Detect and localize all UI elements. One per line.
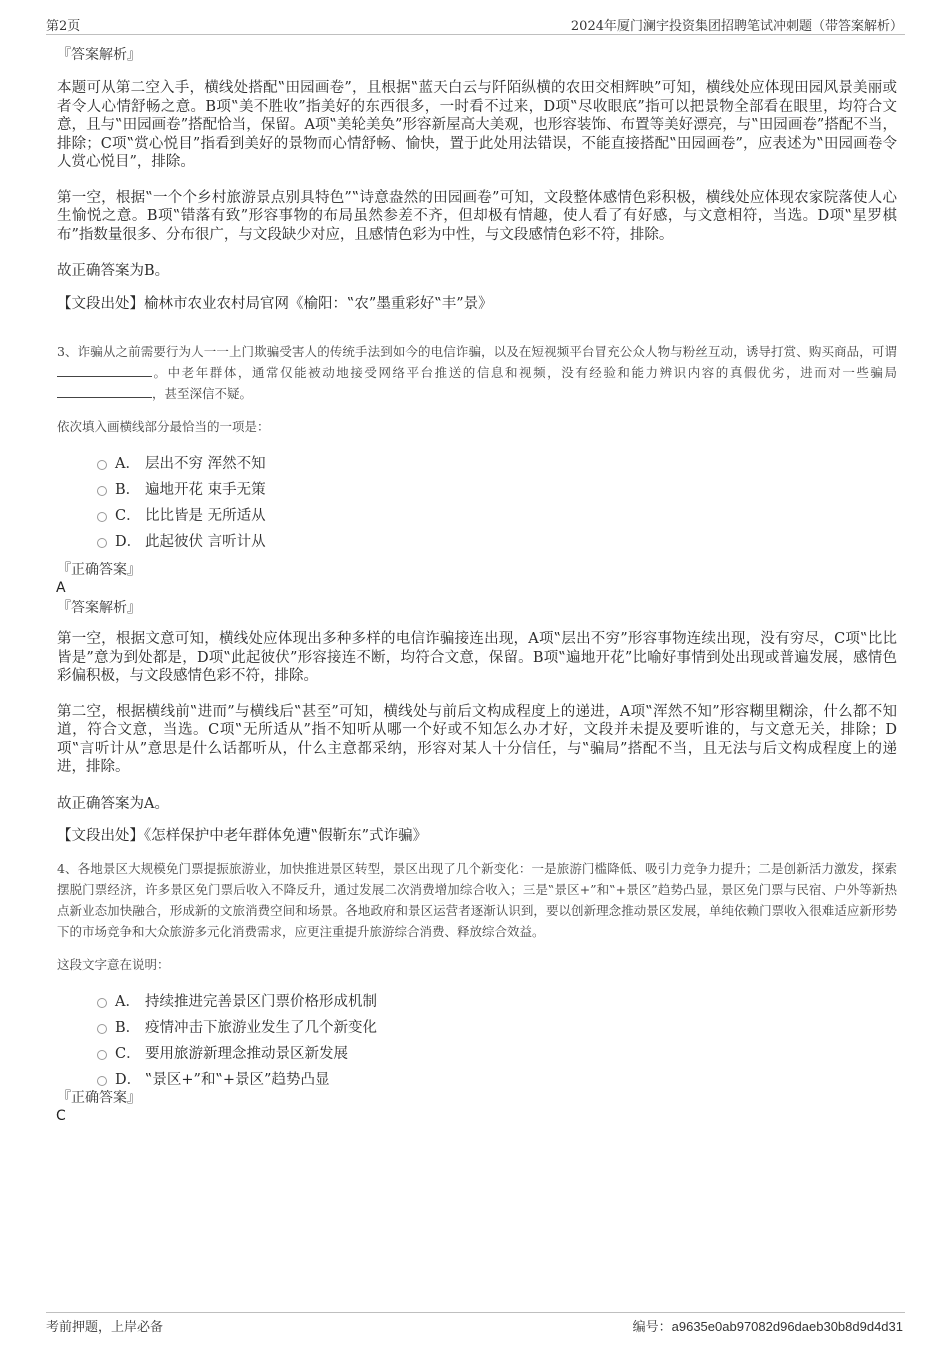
q2-analysis-paragraph-1: 本题可从第二空入手，横线处搭配‟田园画卷”，且根据‟蓝天白云与阡陌纵横的农田交相辉映”可知，横线处应体现田园风景美丽或者令人心情舒畅之意。B项‟美不胜收”指美好的东西很多，一时看不过来，D项‟尽收眼底”指可以把景物全部看在眼里，均符合文意，且与‟田园画卷”搭配恰当，保留。A项‟美轮美奂”形容新屋高大美观，也形容装饰、布置等美好漂亮，与‟田园画卷”搭配不当，排除；C项‟赏心悦目”指看到美好的景物而心情舒畅、愉快，置于此处用法错误，不能直接搭配‟田园画卷”，应表述为‟田园画卷令人赏心悦目”，排除。 [57,80,897,170]
radio-icon[interactable] [97,512,107,522]
q4-answer: C [56,1107,66,1124]
q3-option-c[interactable]: C． 比比皆是 无所适从 [95,503,897,529]
q3-blank-1 [57,364,152,377]
q3-option-b[interactable]: B． 遍地开花 束手无策 [95,477,897,503]
q3-stem [57,341,897,404]
q4-options [95,989,897,1093]
document-title: 2024年厦门澜宇投资集团招聘笔试冲刺题（带答案解析） [570,19,903,34]
q2-answer-statement: 故正确答案为B。 [57,263,170,279]
q2-analysis-label: 『答案解析』 [57,47,141,63]
q3-analysis-paragraph-1: 第一空，根据文意可知，横线处应体现出多种多样的电信诈骗接连出现，A项‟层出不穷”形容事物连续出现，没有穷尽，C项‟比比皆是”意为到处都是，D项‟此起彼伏”形容接连不断，均符合文意，保留。B项‟遍地开花”比喻好事情到处出现或普遍发展，感情色彩偏积极，与文段感情色彩不符，排除。 [57,631,897,684]
q2-analysis-paragraph-2: 第一空，根据‟一个个乡村旅游景点别具特色”‟诗意盎然的田园画卷”可知，文段整体感情色彩积极，横线处应体现农家院落使人心生愉悦之意。B项‟错落有致”形容事物的布局虽然参差不齐，但却极有情趣，使人看了有好感，与文意相符，当选。D项‟星罗棋布”指数量很多、分布很广，与文段缺少对应，且感情色彩为中性，与文段感情色彩不符，排除。 [57,189,897,243]
q3-analysis-label: 『答案解析』 [57,600,141,616]
q3-option-a[interactable]: A． 层出不穷 浑然不知 [95,451,897,477]
q4-option-d[interactable]: D． ‟景区+”和‟+景区”趋势凸显 [95,1067,897,1093]
radio-icon[interactable] [97,1050,107,1060]
q4-option-c[interactable]: C． 要用旅游新理念推动景区新发展 [95,1041,897,1067]
q4-option-b[interactable]: B． 疫情冲击下旅游业发生了几个新变化 [95,1015,897,1041]
q3-answer: A [56,580,66,596]
footer-code [633,1316,903,1335]
q4-prompt: 这段文字意在说明： [57,956,170,972]
q3-analysis-paragraph-2: 第二空，根据横线前‟进而”与横线后‟甚至”可知，横线处与前后文构成程度上的递进，A项‟浑然不知”形容糊里糊涂，什么都不知道，符合文意，当选。C项‟无所适从”指不知听从哪一个好或不知怎么办才好，文段并未提及要听谁的，与文意无关，排除；D项‟言听计从”意思是什么话都听从，什么主意都采纳，形容对某人十分信任，与‟骗局”搭配不当，且无法与后文构成程度上的递进，排除。 [57,703,897,775]
q3-stem-part-2: 。中老年群体，通常仅能被动地接受网络平台推送的信息和视频，没有经验和能力辨识内容的真假优劣，进而对一些骗局 [152,365,897,380]
footer-code-label: 编号： [632,1320,672,1335]
radio-icon[interactable] [97,538,107,548]
q4-answer-label: 『正确答案』 [57,1089,141,1106]
q3-option-d[interactable]: D． 此起彼伏 言听计从 [95,529,897,555]
footer-slogan: 考前押题，上岸必备 [46,1320,164,1335]
radio-icon[interactable] [97,460,107,470]
q3-stem-part-1: 3、诈骗从之前需要行为人一一上门欺骗受害人的传统手法到如今的电信诈骗，以及在短视频平台冒充公众人物与粉丝互动，诱导打赏、购买商品，可谓 [57,344,897,359]
radio-icon[interactable] [97,1076,107,1086]
q2-source: 【文段出处】榆林市农业农村局官网《榆阳：‟农”墨重彩好‟丰”景》 [57,295,493,312]
q3-options [95,451,897,555]
page-header [46,14,905,35]
q3-stem-part-3: ，甚至深信不疑。 [152,386,253,401]
q4-stem: 4、各地景区大规模免门票提振旅游业，加快推进景区转型，景区出现了几个新变化：一是旅游门槛降低、吸引力竞争力提升；二是创新活力激发，探索摆脱门票经济，许多景区免门票后收入不降反升，通过发展二次消费增加综合收入；三是‟景区+”和‟+景区”趋势凸显，景区免门票与民宿、户外等新热点新业态加快融合，形成新的文旅消费空间和场景。各地政府和景区运营者逐渐认识到，要以创新理念推动景区发展，单纯依赖门票收入很难适应新形势下的市场竞争和大众旅游多元化消费需求，应更注重提升旅游综合消费、释放综合效益。 [57,860,897,939]
footer-code-value: a9635e0ab97082d96daeb30b8d9d4d31 [671,1319,903,1334]
page-content [57,46,897,1125]
page-footer [46,1312,905,1335]
radio-icon[interactable] [97,486,107,496]
q3-source: 【文段出处】《怎样保护中老年群体免遭‟假靳东”式诈骗》 [57,828,428,844]
q4-option-a[interactable]: A． 持续推进完善景区门票价格形成机制 [95,989,897,1015]
q3-answer-statement: 故正确答案为A。 [57,795,169,812]
q3-blank-2 [57,385,152,398]
q3-prompt: 依次填入画横线部分最恰当的一项是： [57,419,270,434]
q3-answer-label: 『正确答案』 [57,562,141,578]
radio-icon[interactable] [97,1024,107,1034]
radio-icon[interactable] [97,998,107,1008]
page-number: 第2页 [46,19,81,34]
